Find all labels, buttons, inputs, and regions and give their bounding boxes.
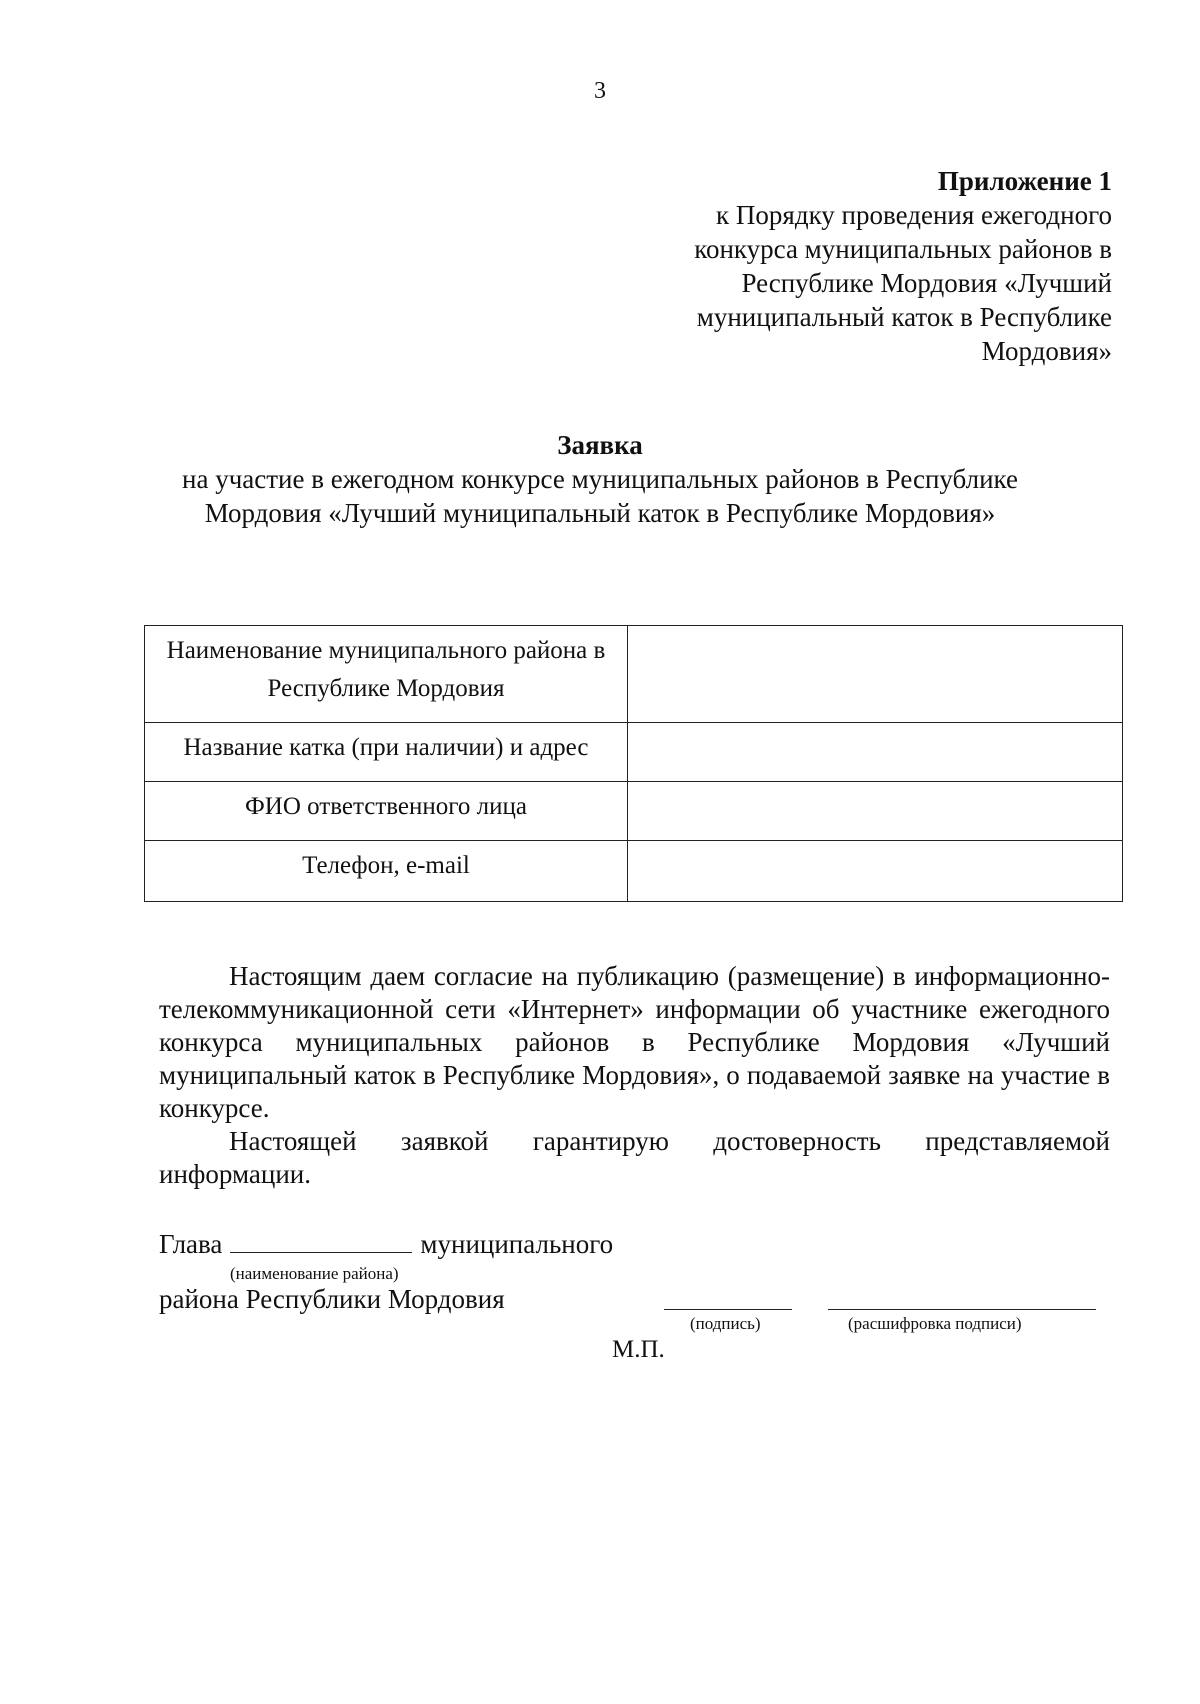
district-name-caption: (наименование района) (230, 1264, 399, 1283)
district-line: района Республики Мордовия (159, 1284, 505, 1314)
stamp-place: М.П. (612, 1336, 665, 1363)
appendix-block (592, 164, 1112, 368)
appendix-line: конкурса муниципальных районов в (694, 234, 1112, 264)
contacts-value-cell[interactable] (628, 841, 1123, 902)
table-row-contacts (145, 841, 1123, 902)
district-label-line: Республике Мордовия (267, 675, 505, 702)
appendix-line: муниципальный каток в Республике (696, 302, 1112, 332)
district-label-cell (145, 626, 628, 723)
contacts-label-cell: Телефон, e-mail (145, 841, 628, 902)
signature-decoding-blank[interactable] (828, 1309, 1096, 1310)
signature-decoding-caption: (расшифровка подписи) (848, 1314, 1022, 1333)
municipal-word: муниципального (420, 1229, 614, 1259)
application-form-table (144, 625, 1123, 902)
body-text (159, 960, 1110, 1191)
application-heading (100, 428, 1100, 530)
rink-value-cell[interactable] (628, 723, 1123, 782)
district-label-line: Наименование муниципального района в (166, 637, 606, 664)
responsible-label-cell: ФИО ответственного лица (145, 782, 628, 841)
signature-head-line (159, 1228, 613, 1260)
appendix-title: Приложение 1 (937, 166, 1112, 196)
heading-line: на участие в ежегодном конкурсе муниципальных районов в Республике (182, 464, 1018, 494)
head-word: Глава (159, 1229, 223, 1259)
page-number: 3 (594, 78, 606, 104)
appendix-line: Мордовия» (981, 336, 1112, 366)
signature-blank[interactable] (664, 1309, 792, 1310)
district-value-cell[interactable] (628, 626, 1123, 723)
responsible-value-cell[interactable] (628, 782, 1123, 841)
district-name-blank[interactable] (230, 1228, 412, 1253)
signature-caption: (подпись) (690, 1314, 761, 1333)
heading-line: Мордовия «Лучший муниципальный каток в Республике Мордовия» (204, 498, 996, 528)
application-title: Заявка (557, 430, 643, 460)
rink-label-cell: Название катка (при наличии) и адрес (145, 723, 628, 782)
appendix-line: Республике Мордовия «Лучший (741, 268, 1112, 298)
appendix-line: к Порядку проведения ежегодного (716, 200, 1112, 230)
table-row-rink (145, 723, 1123, 782)
table-row-responsible (145, 782, 1123, 841)
table-row-district (145, 626, 1123, 723)
guarantee-paragraph: Настоящей заявкой гарантирую достоверность представляемой информации. (159, 1126, 1110, 1189)
consent-paragraph: Настоящим даем согласие на публикацию (размещение) в информационно-телекоммуникационной сети «Интернет» информации об участнике ежегодного конкурса муниципальных районов в Республике Мордовия «Лучший муниципальный каток в Республике Мордовия», о подаваемой заявке на участие в конкурсе. (159, 961, 1110, 1123)
